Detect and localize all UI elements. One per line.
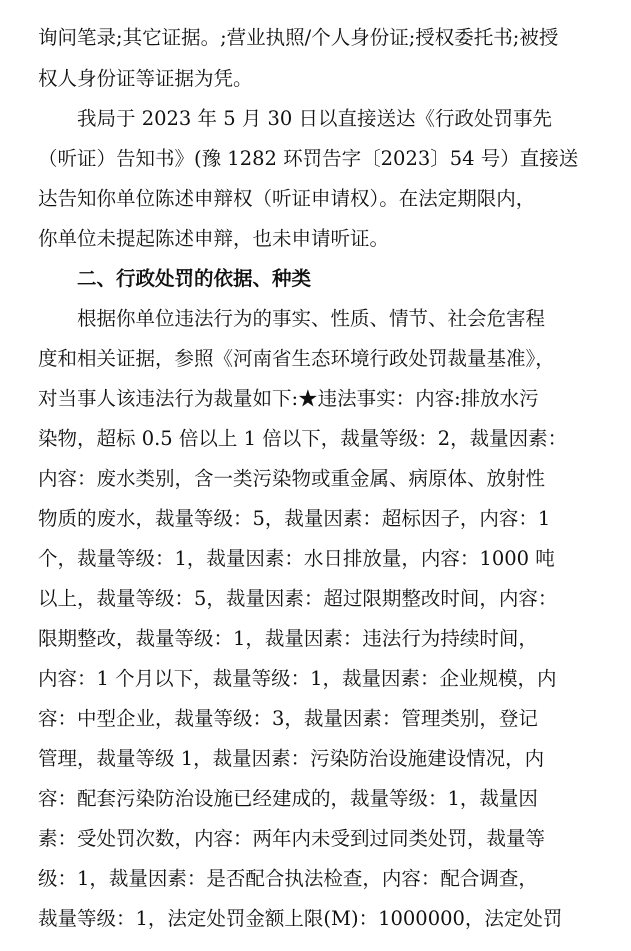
text-line: 容：配套污染防治设施已经建成的，裁量等级：1，裁量因 (38, 787, 538, 810)
text-line: 级：1，裁量因素：是否配合执法检查，内容：配合调查， (38, 867, 538, 890)
text-line: 对当事人该违法行为裁量如下:★违法事实：内容:排放水污 (38, 387, 539, 410)
text-line: 个，裁量等级：1，裁量因素：水日排放量，内容：1000 吨 (38, 547, 555, 570)
text-line: 裁量等级：1，法定处罚金额上限(M)：1000000，法定处罚 (38, 907, 563, 930)
text-line: 以上，裁量等级：5，裁量因素：超过限期整改时间，内容： (38, 587, 558, 610)
section-heading: 二、行政处罚的依据、种类 (77, 267, 312, 290)
text-line: （听证）告知书》(豫 1282 环罚告字〔2023〕54 号）直接送 (38, 147, 579, 170)
text-line: 达告知你单位陈述申辩权（听证申请权）。在法定期限内， (38, 187, 536, 210)
text-line: 内容：废水类别，含一类污染物或重金属、病原体、放射性 (38, 467, 546, 490)
text-line: 你单位未提起陈述申辩，也未申请听证。 (38, 227, 390, 250)
text-line: 管理，裁量等级 1，裁量因素：污染防治设施建设情况，内 (38, 747, 545, 770)
text-line: 度和相关证据，参照《河南省生态环境行政处罚裁量基准》， (38, 347, 555, 370)
text-line: 询问笔录;其它证据。;营业执照/个人身份证;授权委托书;被授 (38, 26, 559, 49)
text-line: 物质的废水，裁量等级：5，裁量因素：超标因子，内容：1 (38, 507, 551, 530)
text-line: 容：中型企业，裁量等级：3，裁量因素：管理类别，登记 (38, 707, 538, 730)
text-line: 素：受处罚次数，内容：两年内未受到过同类处罚，裁量等 (38, 827, 546, 850)
paragraph-start-line: 我局于 2023 年 5 月 30 日以直接送达《行政处罚事先 (77, 107, 553, 130)
paragraph-start-line: 根据你单位违法行为的事实、性质、情节、社会危害程 (77, 307, 546, 330)
text-line: 权人身份证等证据为凭。 (38, 67, 253, 90)
text-line: 染物，超标 0.5 倍以上 1 倍以下，裁量等级：2，裁量因素： (38, 427, 568, 450)
text-line: 内容：1 个月以下，裁量等级：1，裁量因素：企业规模，内 (38, 667, 557, 690)
text-line: 限期整改，裁量等级：1，裁量因素：违法行为持续时间， (38, 627, 538, 650)
